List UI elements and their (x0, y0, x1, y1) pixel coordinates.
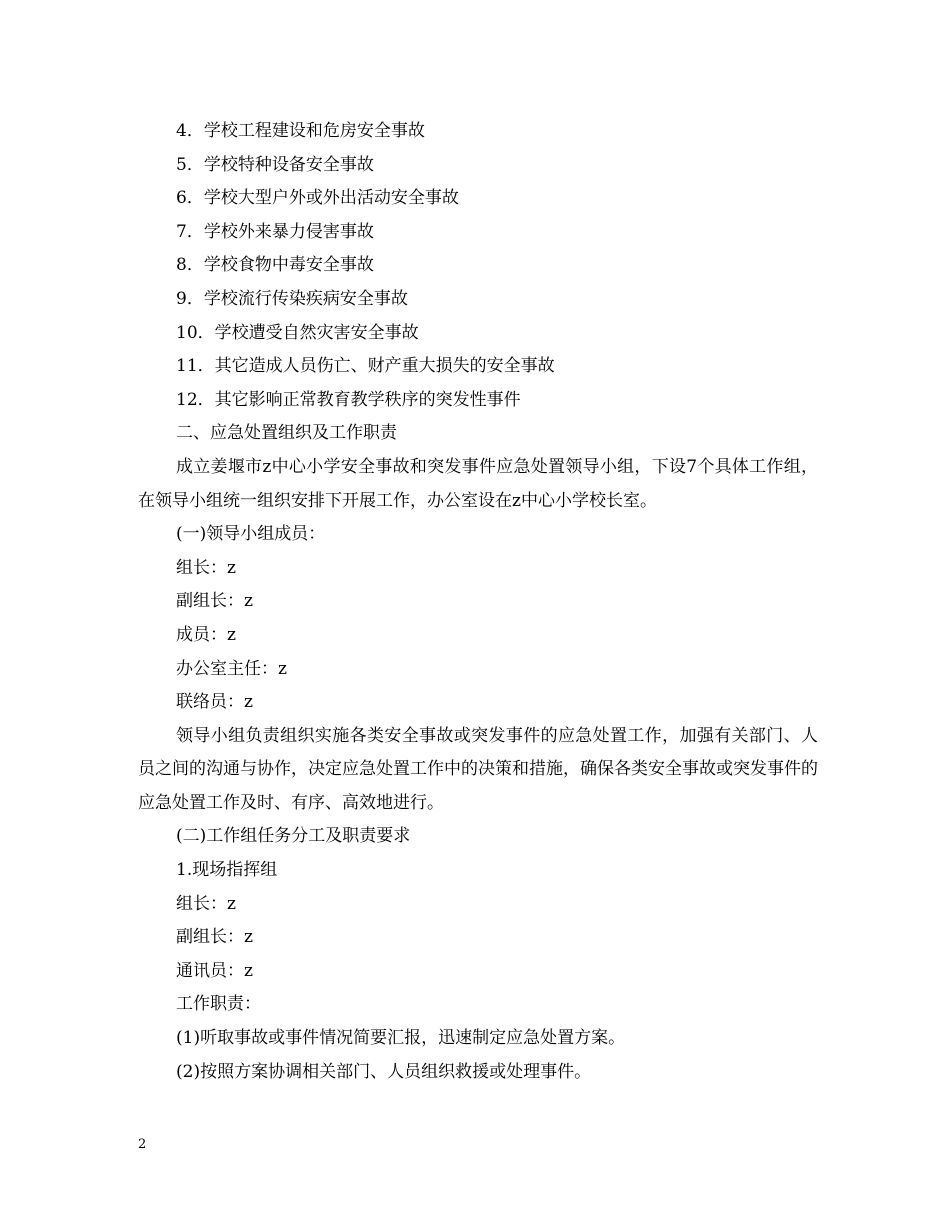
subsection-heading: (二)工作组任务分工及职责要求 (176, 826, 411, 847)
member-line: 副组长：z (176, 591, 253, 612)
section-heading: 二、应急处置组织及工作职责 (176, 423, 397, 444)
page-content (138, 115, 818, 1089)
page-number: 2 (138, 1137, 147, 1152)
member-line: 通讯员：z (176, 960, 253, 981)
paragraph-setup: 成立姜堰市z中心小学安全事故和突发事件应急处置领导小组，下设7个具体工作组，在领导小组统一组织安排下开展工作，办公室设在z中心小学校长室。 (138, 456, 818, 511)
list-item: 5．学校特种设备安全事故 (176, 154, 374, 175)
member-line: 副组长：z (176, 927, 253, 948)
list-item: 9．学校流行传染疾病安全事故 (176, 288, 408, 309)
member-line: 组长：z (176, 557, 236, 578)
list-item: 4．学校工程建设和危房安全事故 (176, 121, 425, 141)
list-item: 6．学校大型户外或外出活动安全事故 (176, 188, 459, 209)
list-item: 11．其它造成人员伤亡、财产重大损失的安全事故 (176, 356, 555, 377)
member-line: 成员：z (176, 624, 236, 645)
group-heading: 1.现场指挥组 (176, 860, 278, 881)
list-item: 12．其它影响正常教育教学秩序的突发性事件 (176, 389, 521, 410)
duty-item: (2)按照方案协调相关部门、人员组织救援或处理事件。 (176, 1061, 592, 1082)
duty-item: (1)听取事故或事件情况简要汇报，迅速制定应急处置方案。 (176, 1028, 626, 1049)
list-item: 10．学校遭受自然灾害安全事故 (176, 322, 419, 343)
member-line: 组长：z (176, 893, 236, 914)
paragraph-responsibility: 领导小组负责组织实施各类安全事故或突发事件的应急处置工作，加强有关部门、人员之间的沟通与协作，决定应急处置工作中的决策和措施，确保各类安全事故或突发事件的应急处置工作及时、有序、高效地进行。 (138, 725, 818, 813)
list-item: 7．学校外来暴力侵害事故 (176, 221, 374, 242)
member-line: 办公室主任：z (176, 658, 287, 679)
member-line: 联络员：z (176, 692, 253, 713)
duty-heading: 工作职责： (176, 994, 261, 1015)
list-item: 8．学校食物中毒安全事故 (176, 255, 374, 276)
subsection-heading: (一)领导小组成员： (176, 524, 326, 545)
